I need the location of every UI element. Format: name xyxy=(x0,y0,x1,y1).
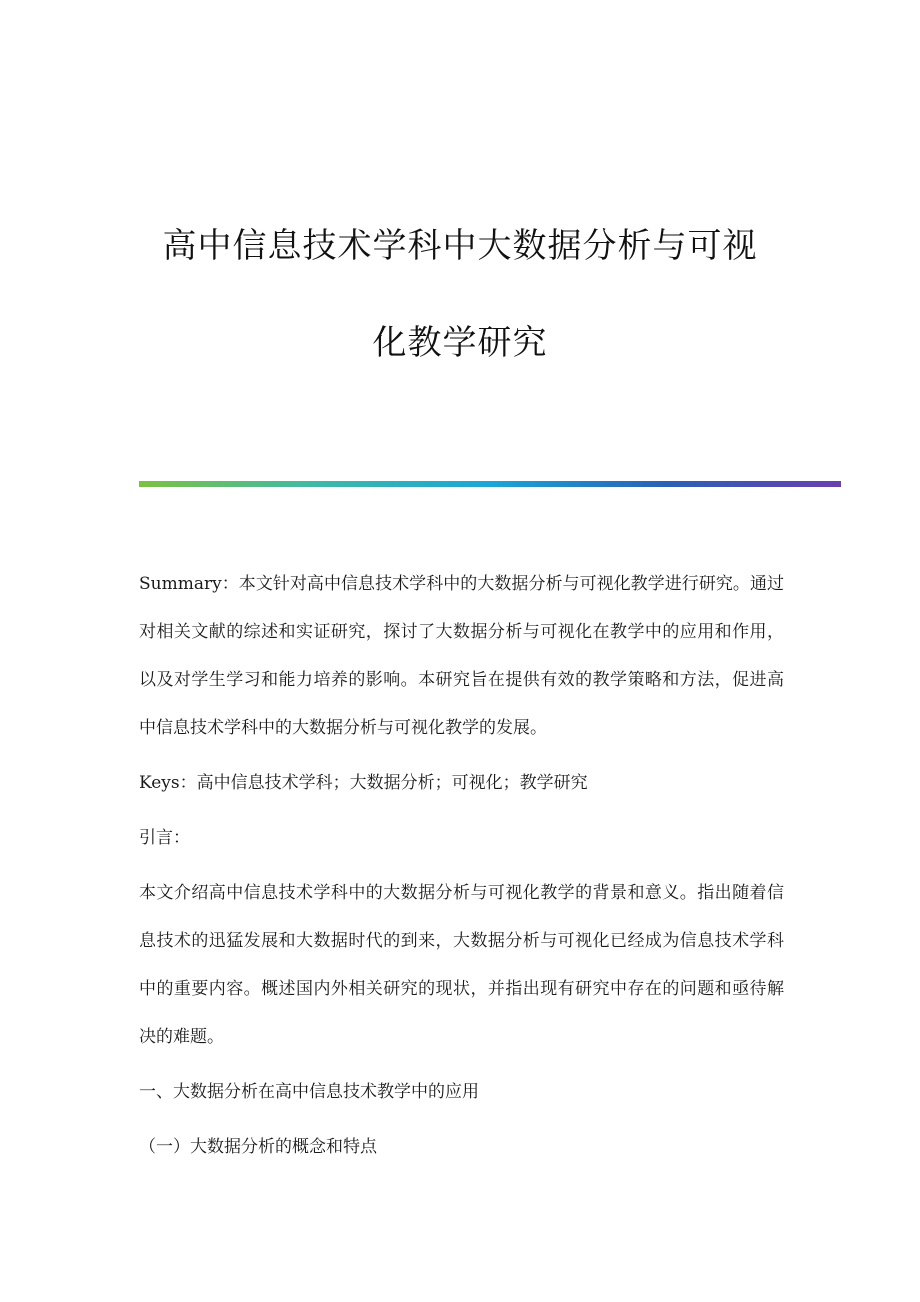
intro-paragraph: 本文介绍高中信息技术学科中的大数据分析与可视化教学的背景和意义。指出随着信息技术的迅猛发展和大数据时代的到来，大数据分析与可视化已经成为信息技术学科中的重要内容。概述国内外相关研究的现状，并指出现有研究中存在的问题和亟待解决的难题。 xyxy=(139,883,784,1047)
keywords-line: Keys：高中信息技术学科；大数据分析；可视化；教学研究 xyxy=(139,773,588,793)
document-body xyxy=(139,560,784,1178)
intro-heading: 引言： xyxy=(139,828,190,848)
summary-paragraph: Summary：本文针对高中信息技术学科中的大数据分析与可视化教学进行研究。通过对相关文献的综述和实证研究，探讨了大数据分析与可视化在教学中的应用和作用，以及对学生学习和能力培养的影响。本研究旨在提供有效的教学策略和方法，促进高中信息技术学科中的大数据分析与可视化教学的发展。 xyxy=(139,574,784,738)
document-title-line-2: 化教学研究 xyxy=(372,323,548,363)
subsection-1-heading: （一）大数据分析的概念和特点 xyxy=(139,1137,377,1157)
gradient-divider xyxy=(139,481,841,487)
document-title-line-1: 高中信息技术学科中大数据分析与可视 xyxy=(162,226,758,266)
section-1-heading: 一、大数据分析在高中信息技术教学中的应用 xyxy=(139,1082,479,1102)
